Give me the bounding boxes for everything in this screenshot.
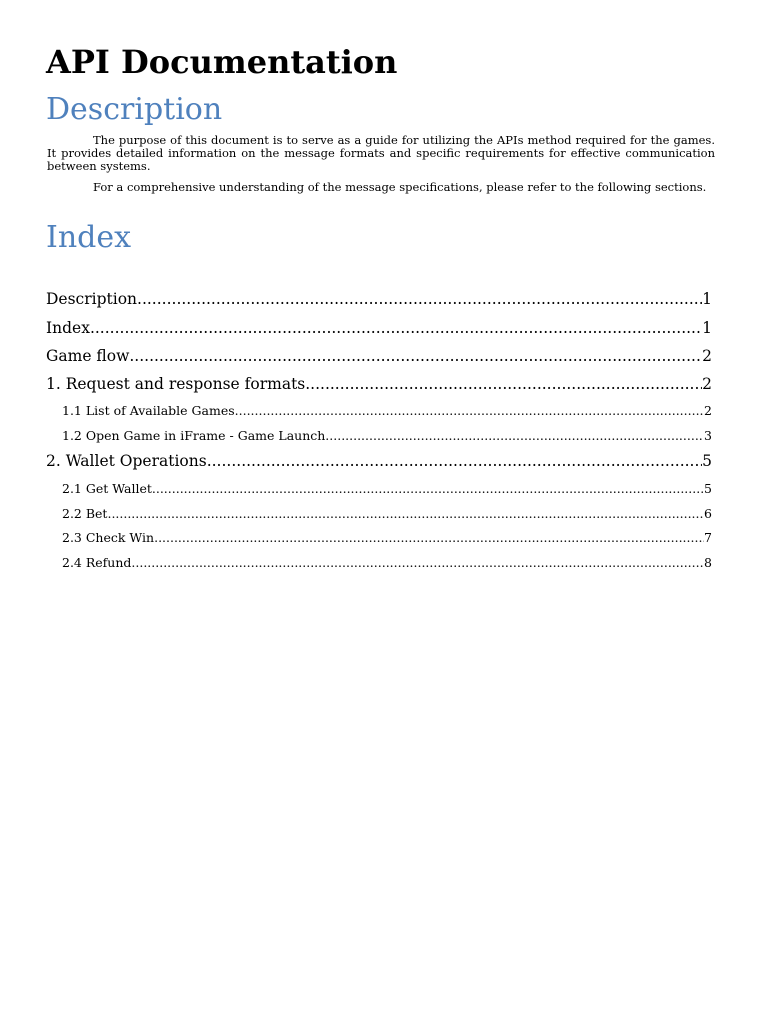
toc-entry-request-response-formats[interactable] [46, 373, 712, 395]
description-paragraph-2: For a comprehensive understanding of the message specifications, please refer to the following sections. [93, 180, 707, 194]
toc-page-number: 5 [704, 481, 712, 496]
toc-entry-open-game-iframe[interactable] [62, 427, 712, 445]
toc-dot-leader [131, 554, 704, 572]
toc-dot-leader [154, 529, 704, 547]
toc-entry-label: Index [46, 319, 90, 337]
toc-entry-refund[interactable] [62, 554, 712, 572]
toc-entry-list-available-games[interactable] [62, 402, 712, 420]
toc-page-number: 7 [704, 530, 712, 545]
toc-dot-leader [235, 402, 704, 420]
toc-entry-label: 2.3 Check Win [62, 530, 155, 545]
toc-page-number: 2 [704, 403, 712, 418]
toc-page-number: 1 [702, 290, 712, 308]
toc-page-number: 2 [702, 375, 712, 393]
toc-entry-wallet-operations[interactable] [46, 450, 712, 472]
toc-entry-label: 2.2 Bet [62, 506, 108, 521]
toc-entry-bet[interactable] [62, 505, 712, 523]
toc-dot-leader [207, 450, 702, 472]
toc-entry-label: 2. Wallet Operations [46, 452, 207, 470]
toc-entry-label: 2.4 Refund [62, 555, 132, 570]
index-heading: Index [46, 220, 132, 255]
toc-entry-label: 1.2 Open Game in iFrame - Game Launch [62, 428, 326, 443]
toc-entry-get-wallet[interactable] [62, 480, 712, 498]
toc-entry-label: Game flow [46, 347, 130, 365]
description-paragraph-1: The purpose of this document is to serve as a guide for utilizing the APIs method required for the games. It provides detailed information on the message formats and specific requirements for effective communication between systems. [47, 133, 715, 173]
toc-entry-index[interactable] [46, 317, 712, 339]
toc-entry-label: Description [46, 290, 138, 308]
toc-entry-description[interactable] [46, 288, 712, 310]
toc-dot-leader [152, 480, 704, 498]
toc-dot-leader [305, 373, 702, 395]
toc-dot-leader [129, 345, 702, 367]
toc-dot-leader [325, 427, 704, 445]
toc-dot-leader [137, 288, 702, 310]
toc-dot-leader [107, 505, 704, 523]
toc-page-number: 2 [702, 347, 712, 365]
toc-entry-label: 2.1 Get Wallet [62, 481, 152, 496]
toc-page-number: 5 [702, 452, 712, 470]
toc-entry-label: 1.1 List of Available Games [62, 403, 235, 418]
toc-entry-game-flow[interactable] [46, 345, 712, 367]
toc-page-number: 8 [704, 555, 712, 570]
toc-entry-label: 1. Request and response formats [46, 375, 306, 393]
description-heading: Description [46, 92, 223, 127]
toc-entry-check-win[interactable] [62, 529, 712, 547]
toc-page-number: 1 [702, 319, 712, 337]
toc-dot-leader [90, 317, 702, 339]
document-title: API Documentation [46, 43, 398, 81]
toc-page-number: 6 [704, 506, 712, 521]
toc-page-number: 3 [704, 428, 712, 443]
